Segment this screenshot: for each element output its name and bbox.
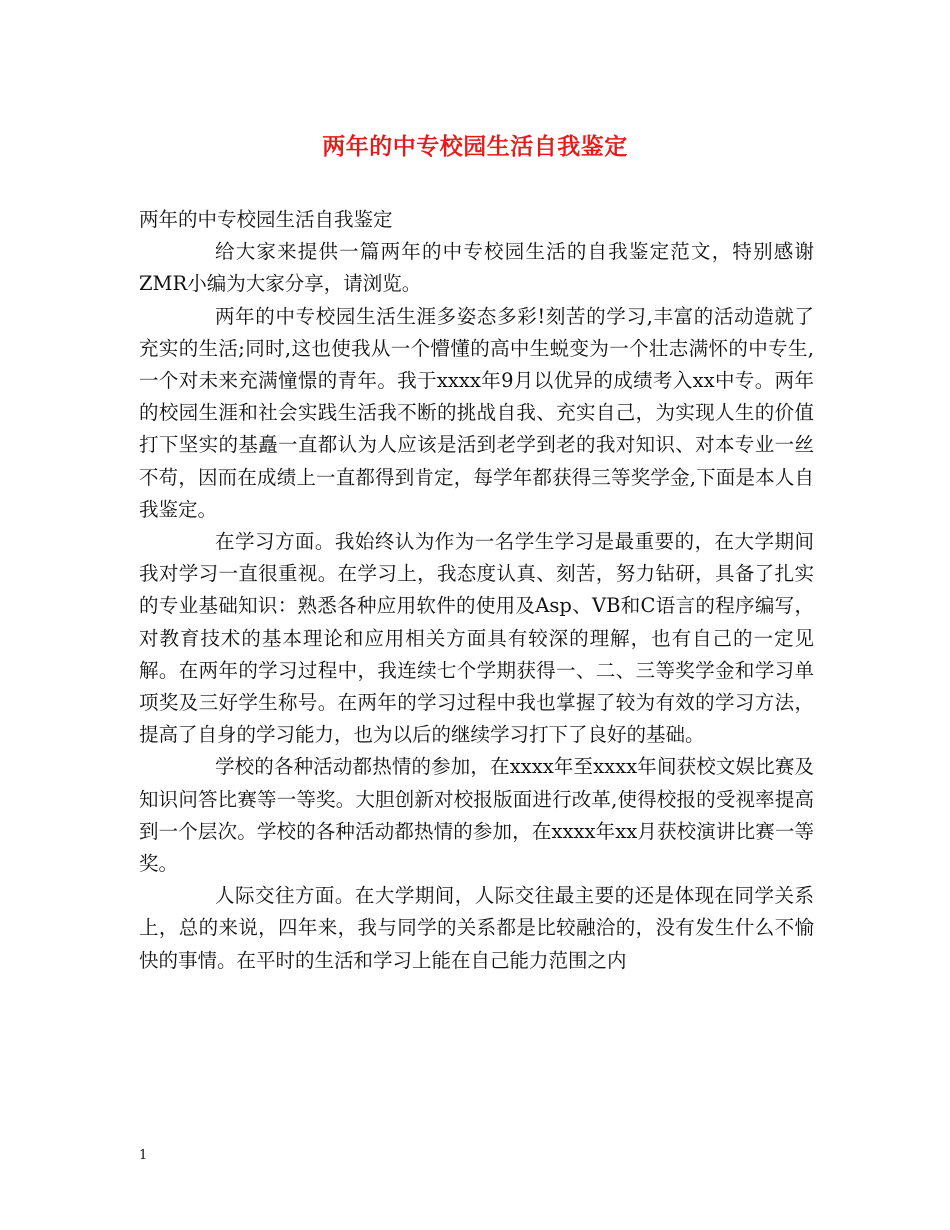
document-title: 两年的中专校园生活自我鉴定 [322,134,628,160]
paragraph-overview: 两年的中专校园生活生涯多姿态多彩!刻苦的学习,丰富的活动造就了充实的生活;同时,这也使我从一个懵懂的高中生蜕变为一个壮志满怀的中专生,一个对未来充满憧憬的青年。我于xxxx年9月以优异的成绩考入xx中专。两年的校园生涯和社会实践生活我不断的挑战自我、充实自己，为实现人生的价值打下坚实的基矗一直都认为人应该是活到老学到老的我对知识、对本专业一丝不苟，因而在成绩上一直都得到肯定，每学年都获得三等奖学金,下面是本人自我鉴定。 [139,304,814,521]
paragraph-activities: 学校的各种活动都热情的参加，在xxxx年至xxxx年间获校文娱比赛及知识问答比赛等一等奖。大胆创新对校报版面进行改革,使得校报的受视率提高到一个层次。学校的各种活动都热情的参加，在xxxx年xx月获校演讲比赛一等奖。 [139,755,814,876]
document-body [139,204,814,977]
body-heading: 两年的中专校园生活自我鉴定 [139,208,393,231]
paragraph-study: 在学习方面。我始终认为作为一名学生学习是最重要的，在大学期间我对学习一直很重视。在学习上，我态度认真、刻苦，努力钻研，具备了扎实的专业基础知识：熟悉各种应用软件的使用及Asp、VB和C语言的程序编写，对教育技术的基本理论和应用相关方面具有较深的理解，也有自己的一定见解。在两年的学习过程中，我连续七个学期获得一、二、三等奖学金和学习单项奖及三好学生称号。在两年的学习过程中我也掌握了较为有效的学习方法，提高了自身的学习能力，也为以后的继续学习打下了良好的基础。 [139,530,814,747]
paragraph-relationships: 人际交往方面。在大学期间，人际交往最主要的还是体现在同学关系上，总的来说，四年来，我与同学的关系都是比较融洽的，没有发生什么不愉快的事情。在平时的生活和学习上能在自己能力范围之内 [139,884,814,972]
page-number: 1 [139,1148,148,1163]
paragraph-intro: 给大家来提供一篇两年的中专校园生活的自我鉴定范文，特别感谢ZMR小编为大家分享，请浏览。 [139,240,814,296]
